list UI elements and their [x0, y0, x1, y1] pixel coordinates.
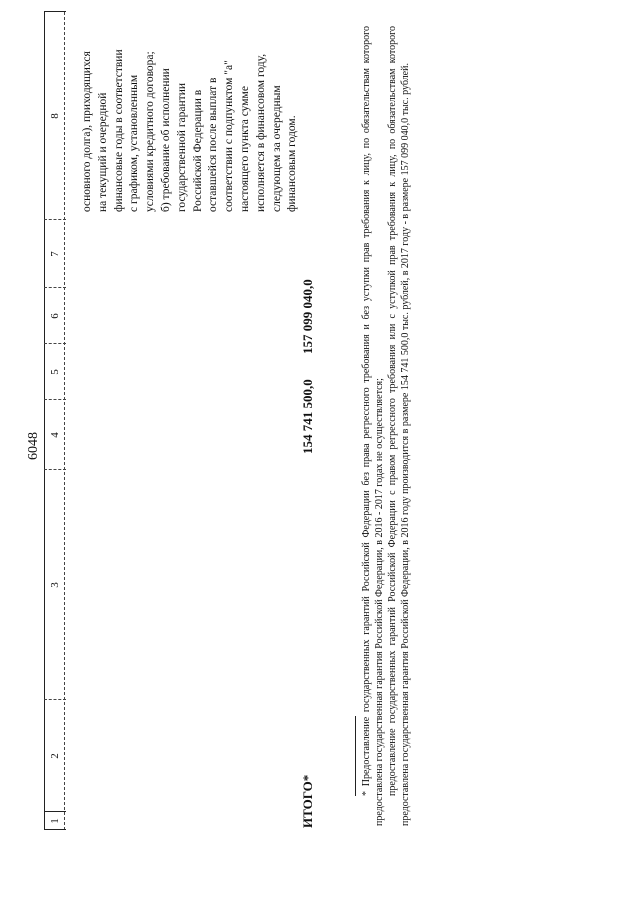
text-line: Российской Федерации в	[191, 89, 204, 212]
column-number: 8	[49, 113, 61, 119]
text-line: б) требование об исполнении	[159, 68, 172, 212]
text-line: основного долга), приходящихся	[81, 51, 93, 212]
total-value-2017: 157 099 040,0	[300, 279, 315, 354]
column-number: 3	[49, 582, 61, 588]
footnote-separator	[355, 716, 356, 796]
footnote-paragraph: предоставление государственных гарантий Российской Федерации с правом регрессного требования или с уступкой прав требования к лицу, по обязательствам которого предоставлена государственная гарантия Российской Федерации, в 2016 году производится в размере 154 741 500,0 тыс. рублей, в 2017 году - в размере 157 099 040,0 тыс. рублей.	[387, 26, 411, 826]
text-line: оставшейся после выплат в	[207, 77, 220, 212]
text-line: исполняется в финансовом году,	[254, 53, 267, 212]
page-number: 6048	[26, 432, 41, 460]
column-number: 6	[49, 313, 61, 319]
column-number: 7	[49, 251, 61, 257]
footnote-paragraph: * Предоставление государственных гарантий Российской Федерации без права регрессного требования и без уступки прав требования к лицу, по обязательствам которого предоставлена государственная гарантия Российской Федерации, в 2016 - 2017 годах не осуществляется;	[361, 26, 385, 826]
text-line: соответствии с подпунктом "а"	[223, 60, 236, 212]
column-number: 2	[49, 753, 61, 759]
text-line: условиями кредитного договора;	[144, 51, 157, 212]
column-number: 5	[49, 369, 61, 375]
text-line: финансовые годы в соответствии	[112, 49, 125, 212]
table-top-border	[44, 12, 45, 830]
text-line: следующем за очередным	[270, 85, 283, 212]
text-line: на текущий и очередной	[96, 92, 109, 212]
table-header-rule	[64, 12, 65, 830]
column-number: 1	[49, 818, 61, 824]
text-line: с графиком, установленным	[128, 74, 141, 212]
total-label: ИТОГО*	[300, 774, 315, 828]
text-line: государственной гарантии	[175, 83, 188, 212]
column-number: 4	[49, 432, 61, 438]
footnotes	[360, 26, 412, 826]
column8-condition-text	[80, 16, 301, 212]
text-line: финансовым годом.	[286, 115, 299, 212]
text-line: настоящего пункта сумме	[238, 86, 251, 212]
total-value-2016: 154 741 500,0	[300, 379, 315, 454]
